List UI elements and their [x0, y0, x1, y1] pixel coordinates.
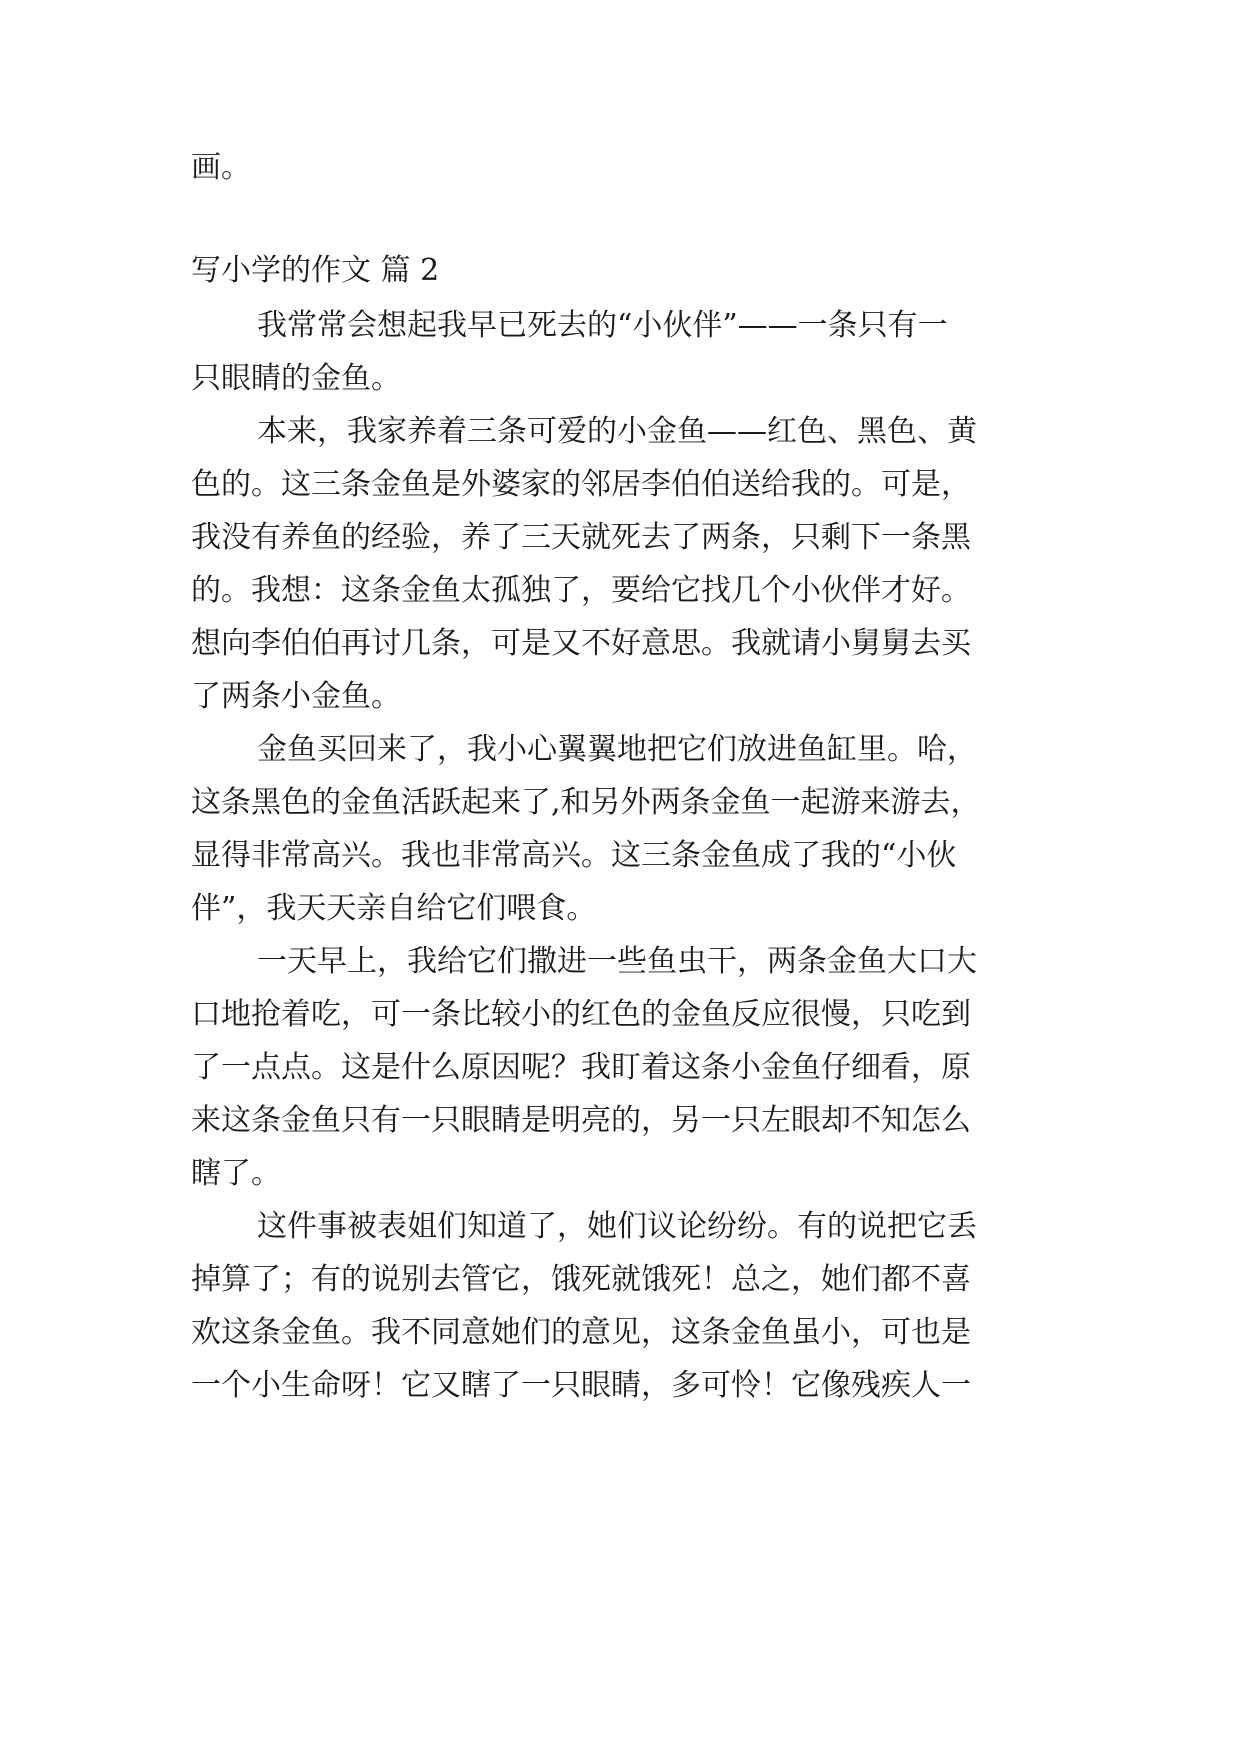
- paragraph-line: 色的。这三条金鱼是外婆家的邻居李伯伯送给我的。可是，: [191, 467, 971, 502]
- paragraph-line: 了一点点。这是什么原因呢？我盯着这条小金鱼仔细看，原: [191, 1050, 971, 1085]
- paragraph-line: 来这条金鱼只有一只眼睛是明亮的，另一只左眼却不知怎么: [191, 1103, 971, 1138]
- paragraph-line: 的。我想：这条金鱼太孤独了，要给它找几个小伙伴才好。: [191, 573, 971, 608]
- paragraph-line: 欢这条金鱼。我不同意她们的意见，这条金鱼虽小，可也是: [191, 1315, 971, 1350]
- paragraph-line: 口地抢着吃，可一条比较小的红色的金鱼反应很慢，只吃到: [191, 997, 971, 1032]
- paragraph-line: 了两条小金鱼。: [191, 679, 401, 714]
- paragraph-line: 想向李伯伯再讨几条，可是又不好意思。我就请小舅舅去买: [191, 626, 971, 661]
- section-heading: 写小学的作文 篇 2: [191, 253, 440, 288]
- paragraph-line: 金鱼买回来了，我小心翼翼地把它们放进鱼缸里。哈，: [257, 732, 977, 767]
- paragraph-line: 只眼睛的金鱼。: [191, 361, 401, 396]
- paragraph-line: 掉算了；有的说别去管它，饿死就饿死！总之，她们都不喜: [191, 1262, 971, 1297]
- paragraph-line: 这条黑色的金鱼活跃起来了,和另外两条金鱼一起游来游去，: [191, 785, 981, 820]
- paragraph-line: 一个小生命呀！它又瞎了一只眼睛，多可怜！它像残疾人一: [191, 1368, 971, 1403]
- paragraph-line: 我没有养鱼的经验，养了三天就死去了两条，只剩下一条黑: [191, 520, 971, 555]
- paragraph-line: 这件事被表姐们知道了，她们议论纷纷。有的说把它丢: [257, 1209, 977, 1244]
- paragraph-line: 一天早上，我给它们撒进一些鱼虫干，两条金鱼大口大: [257, 944, 977, 979]
- paragraph-line: 本来，我家养着三条可爱的小金鱼——红色、黑色、黄: [257, 414, 977, 449]
- paragraph-line: 伴”，我天天亲自给它们喂食。: [191, 891, 597, 926]
- paragraph-line: 显得非常高兴。我也非常高兴。这三条金鱼成了我的“小伙: [191, 838, 957, 873]
- paragraph-line: 瞎了。: [191, 1156, 281, 1191]
- paragraph-line: 我常常会想起我早已死去的“小伙伴”——一条只有一: [257, 308, 948, 343]
- carryover-text: 画。: [191, 150, 251, 185]
